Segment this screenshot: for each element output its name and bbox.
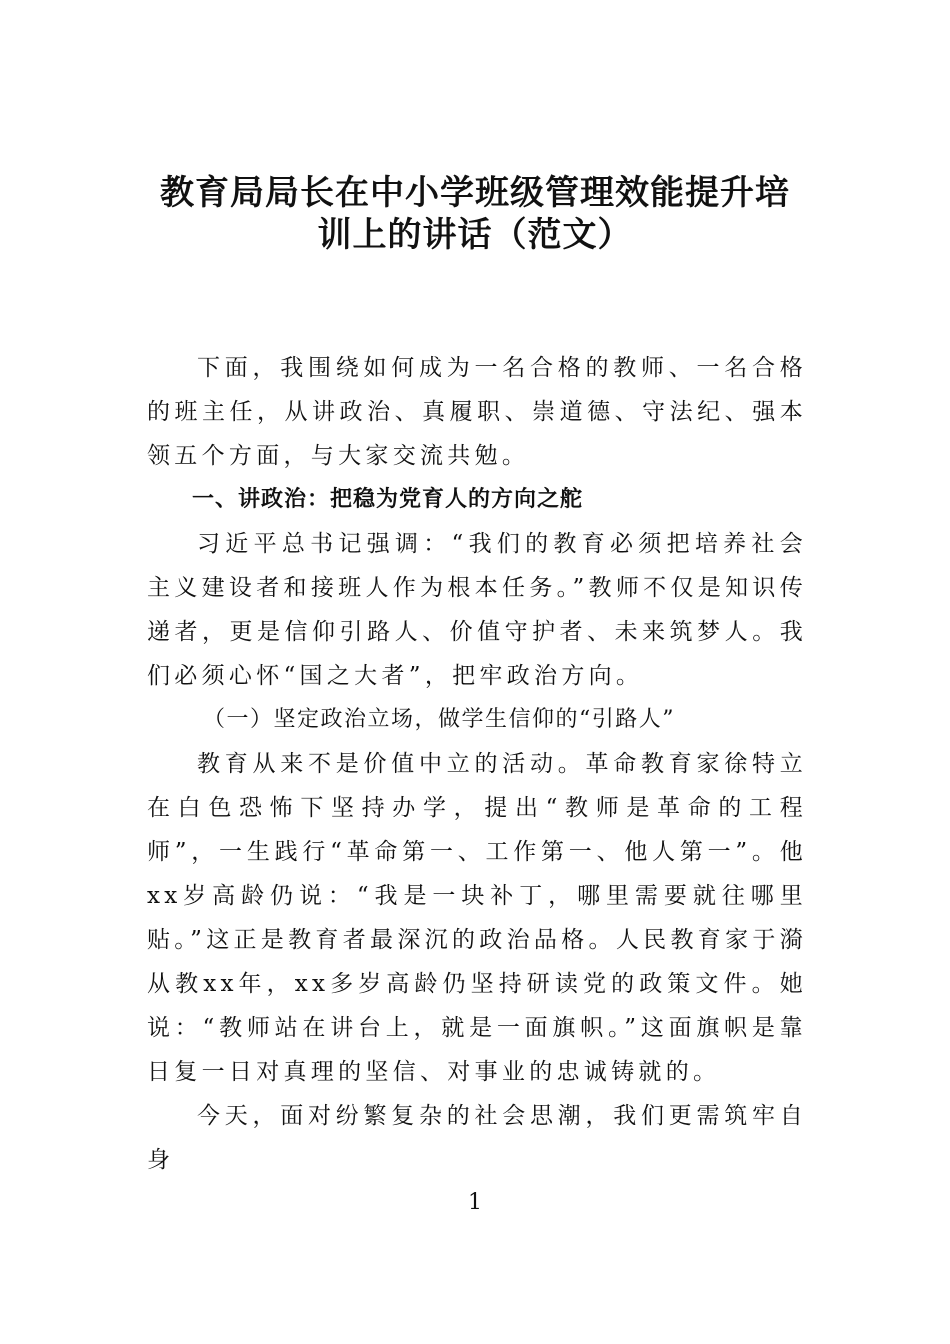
document-body [147, 346, 807, 1182]
paragraph-quote: 习近平总书记强调：“我们的教育必须把培养社会主义建设者和接班人作为根本任务。”教师不仅是知识传递者，更是信仰引路人、价值守护者、未来筑梦人。我们必须心怀“国之大者”，把牢政治方向。 [147, 531, 807, 689]
document-title-line-1: 教育局局长在中小学班级管理效能提升培 [160, 173, 790, 213]
document-title-line-2: 训上的讲话（范文） [317, 215, 633, 255]
paragraph-continuation: 今天，面对纷繁复杂的社会思潮，我们更需筑牢自身 [147, 1103, 807, 1173]
paragraph-intro: 下面，我围绕如何成为一名合格的教师、一名合格的班主任，从讲政治、真履职、崇道德、守法纪、强本领五个方面，与大家交流共勉。 [147, 355, 807, 469]
section-heading-1: 一、讲政治：把稳为党育人的方向之舵 [192, 487, 584, 512]
paragraph-examples: 教育从来不是价值中立的活动。革命教育家徐特立在白色恐怖下坚持办学，提出“教师是革命的工程师”，一生践行“革命第一、工作第一、他人第一”。他xx岁高龄仍说：“我是一块补丁，哪里需要就往哪里贴。”这正是教育者最深沉的政治品格。人民教育家于漪从教xx年，xx多岁高龄仍坚持研读党的政策文件。她说：“教师站在讲台上，就是一面旗帜。”这面旗帜是靠日复一日对真理的坚信、对事业的忠诚铸就的。 [147, 751, 807, 1085]
subsection-heading-1: （一）坚定政治立场，做学生信仰的“引路人” [203, 707, 675, 732]
page-number: 1 [468, 1190, 482, 1215]
